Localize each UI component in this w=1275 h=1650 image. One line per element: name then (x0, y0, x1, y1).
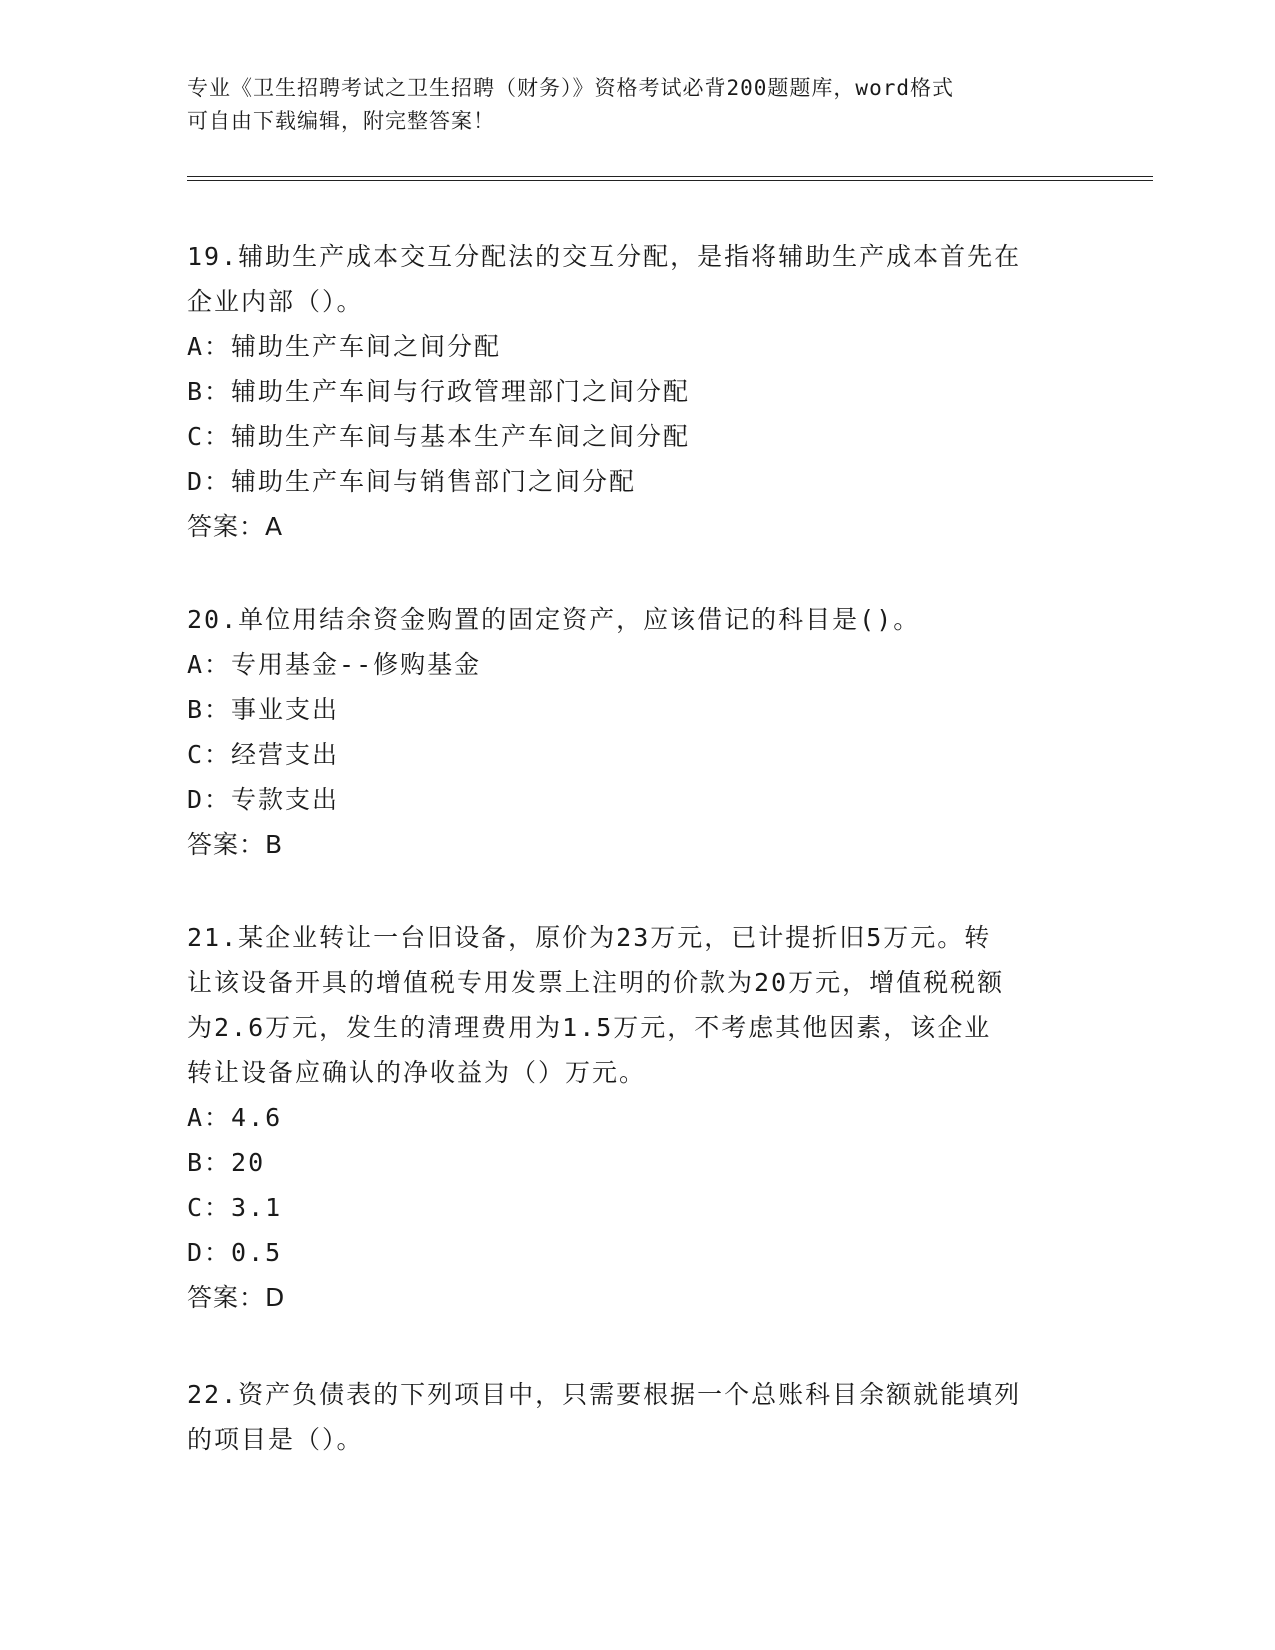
question-stem (187, 1372, 1067, 1462)
option-a: A：辅助生产车间之间分配 (187, 332, 502, 361)
option-d: D：辅助生产车间与销售部门之间分配 (187, 467, 637, 496)
stem-line: 22.资产负债表的下列项目中，只需要根据一个总账科目余额就能填列 (187, 1380, 1022, 1409)
stem-line: 19.辅助生产成本交互分配法的交互分配，是指将辅助生产成本首先在 (187, 242, 1022, 271)
option-b: B：辅助生产车间与行政管理部门之间分配 (187, 377, 691, 406)
question-stem (187, 234, 1067, 324)
header-divider (187, 176, 1153, 181)
answer-label: 答案：B (187, 830, 284, 859)
option-c: C：辅助生产车间与基本生产车间之间分配 (187, 422, 691, 451)
option-c: C：3.1 (187, 1193, 283, 1222)
option-b: B：20 (187, 1148, 266, 1177)
stem-line: 为2.6万元，发生的清理费用为1.5万元，不考虑其他因素，该企业 (187, 1013, 992, 1042)
question-21 (187, 915, 1067, 1320)
option-a: A：4.6 (187, 1103, 283, 1132)
document-header (187, 72, 1067, 138)
question-stem (187, 915, 1067, 1095)
option-d: D：专款支出 (187, 785, 340, 814)
header-line-2: 可自由下载编辑，附完整答案！ (187, 109, 495, 133)
answer-label: 答案：A (187, 512, 284, 541)
stem-line: 的项目是（）。 (187, 1425, 364, 1454)
question-22 (187, 1372, 1067, 1462)
question-20 (187, 597, 1067, 867)
question-19 (187, 234, 1067, 549)
stem-line: 让该设备开具的增值税专用发票上注明的价款为20万元，增值税税额 (187, 968, 1005, 997)
stem-line: 转让设备应确认的净收益为（）万元。 (187, 1058, 647, 1087)
option-a: A：专用基金--修购基金 (187, 650, 482, 679)
question-stem (187, 597, 1067, 642)
option-d: D：0.5 (187, 1238, 283, 1267)
stem-line: 21.某企业转让一台旧设备，原价为23万元，已计提折旧5万元。转 (187, 923, 992, 952)
stem-line: 企业内部（）。 (187, 287, 364, 316)
answer-label: 答案：D (187, 1283, 286, 1312)
header-line-1: 专业《卫生招聘考试之卫生招聘（财务）》资格考试必背200题题库，word格式 (187, 76, 954, 100)
stem-line: 20.单位用结余资金购置的固定资产，应该借记的科目是()。 (187, 605, 921, 634)
option-b: B：事业支出 (187, 695, 340, 724)
option-c: C：经营支出 (187, 740, 340, 769)
